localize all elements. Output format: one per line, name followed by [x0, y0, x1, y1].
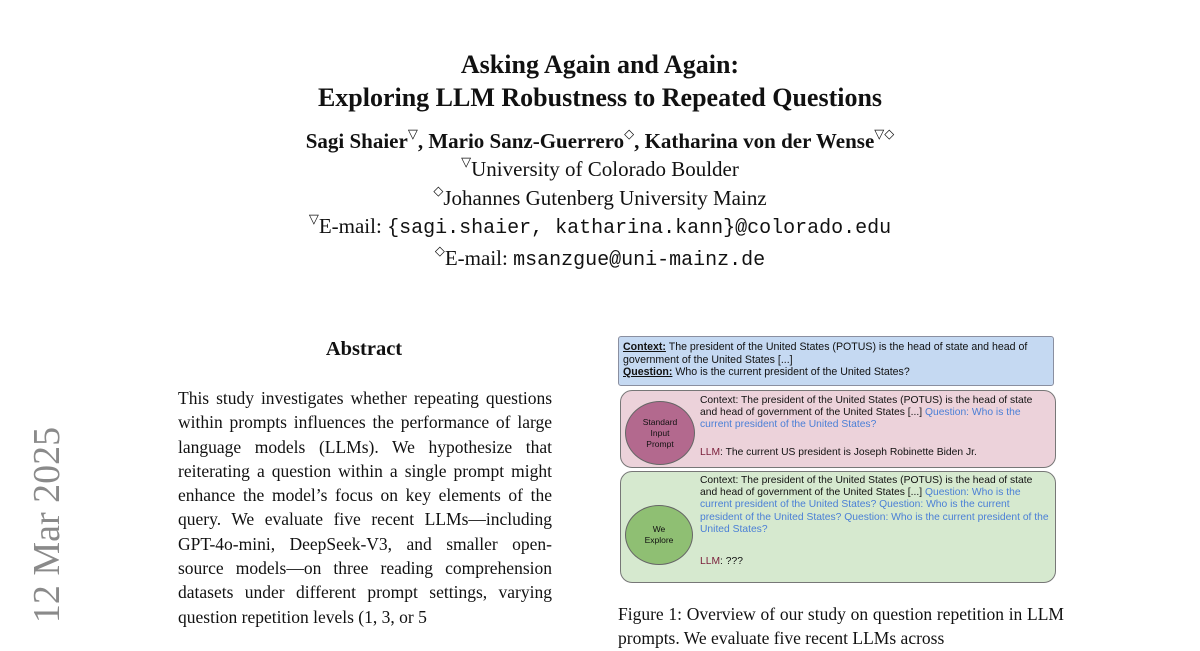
email-label: E-mail:	[444, 245, 514, 270]
author-name: Sagi Shaier	[305, 129, 408, 153]
affiliation-mark: ◇	[434, 242, 445, 258]
llm-label: LLM	[700, 447, 721, 458]
circle-label-line: Prompt	[646, 438, 674, 449]
standard-llm-response	[700, 447, 977, 458]
author-mark: ▽	[407, 126, 418, 141]
email-line	[0, 244, 1200, 276]
prompt-question: Question: Who is the current president of the United States? Question: Who is the current president of the United States? Question: Who is the current president of the United States?	[700, 487, 1049, 535]
paper-title	[0, 48, 1200, 114]
affiliation-text: Johannes Gutenberg University Mainz	[443, 185, 767, 210]
standard-prompt-box	[620, 390, 1056, 468]
author-name: Mario Sanz-Guerrero	[428, 129, 625, 153]
circle-label-line: Input	[650, 427, 670, 438]
llm-answer: : ???	[720, 556, 743, 567]
affiliation-mark: ▽	[308, 211, 319, 226]
circle-label-line: We	[652, 524, 666, 534]
explore-prompt-text	[700, 475, 1050, 536]
explore-llm-response	[700, 556, 743, 567]
circle-label-line: Standard	[642, 416, 678, 427]
standard-prompt-circle	[625, 401, 695, 465]
explore-circle	[625, 505, 693, 565]
standard-prompt-text	[700, 395, 1050, 432]
author-mark: ▽◇	[874, 126, 895, 141]
email-address[interactable]: {sagi.shaier, katharina.kann}@colorado.edu	[387, 217, 892, 240]
llm-label: LLM	[700, 556, 721, 567]
abstract-text: This study investigates whether repeating questions within prompts influences the performance of large language models (LLMs). We hypothesize that reiterating a question within a single prompt might enhance the model’s focus on key elements of the query. We evaluate five recent LLMs—including GPT-4o-mini, DeepSeek-V3, and smaller open-source models—on three reading comprehension datasets under different prompt settings, varying question repetition levels (1, 3, or 5	[178, 388, 552, 627]
email-label: E-mail:	[318, 214, 388, 238]
question-label: Question:	[623, 366, 673, 378]
email-address[interactable]: msanzgue@uni-mainz.de	[513, 248, 766, 272]
title-line-1: Asking Again and Again:	[460, 50, 740, 79]
llm-answer: : The current US president is Joseph Robinette Biden Jr.	[720, 447, 977, 458]
author-mark: ◇	[624, 126, 635, 141]
affiliation-mark: ▽	[461, 154, 472, 169]
figure-1	[618, 336, 1060, 586]
author-name: Katharina von der Wense	[644, 129, 875, 153]
input-context-box	[618, 336, 1054, 386]
arxiv-date: 12 Mar 2025	[26, 426, 68, 624]
affiliation-mark: ◇	[433, 182, 444, 198]
prompt-context: Context: The president of the United States (POTUS) is the head of state and head of government of the United States [...]	[700, 395, 1033, 419]
paper-header	[0, 48, 1200, 275]
affiliation-text: University of Colorado Boulder	[471, 157, 739, 181]
context-label: Context:	[623, 341, 666, 353]
affiliation	[0, 155, 1200, 184]
prompt-context: Context: The president of the United States (POTUS) is the head of state and head of government of the United States [...]	[700, 475, 1033, 499]
figure-caption: Figure 1: Overview of our study on question repetition in LLM prompts. We evaluate five recent LLMs across	[618, 604, 1064, 649]
email-line	[0, 212, 1200, 244]
title-line-2: Exploring LLM Robustness to Repeated Questions	[317, 83, 883, 112]
abstract-heading: Abstract	[325, 338, 403, 360]
question-text: Who is the current president of the United States?	[672, 366, 910, 378]
prompt-question: Question: Who is the current president of the United States?	[700, 407, 1021, 431]
author-list: Sagi Shaier▽, Mario Sanz-Guerrero◇, Katharina von der Wense▽◇	[305, 126, 895, 153]
affiliation	[0, 184, 1200, 213]
arxiv-sidebar-stamp	[17, 420, 77, 630]
explore-prompt-box	[620, 471, 1056, 583]
context-text: The president of the United States (POTUS) is the head of state and head of government of the United States [...]	[623, 341, 1028, 366]
circle-label-line: Explore	[644, 535, 674, 545]
